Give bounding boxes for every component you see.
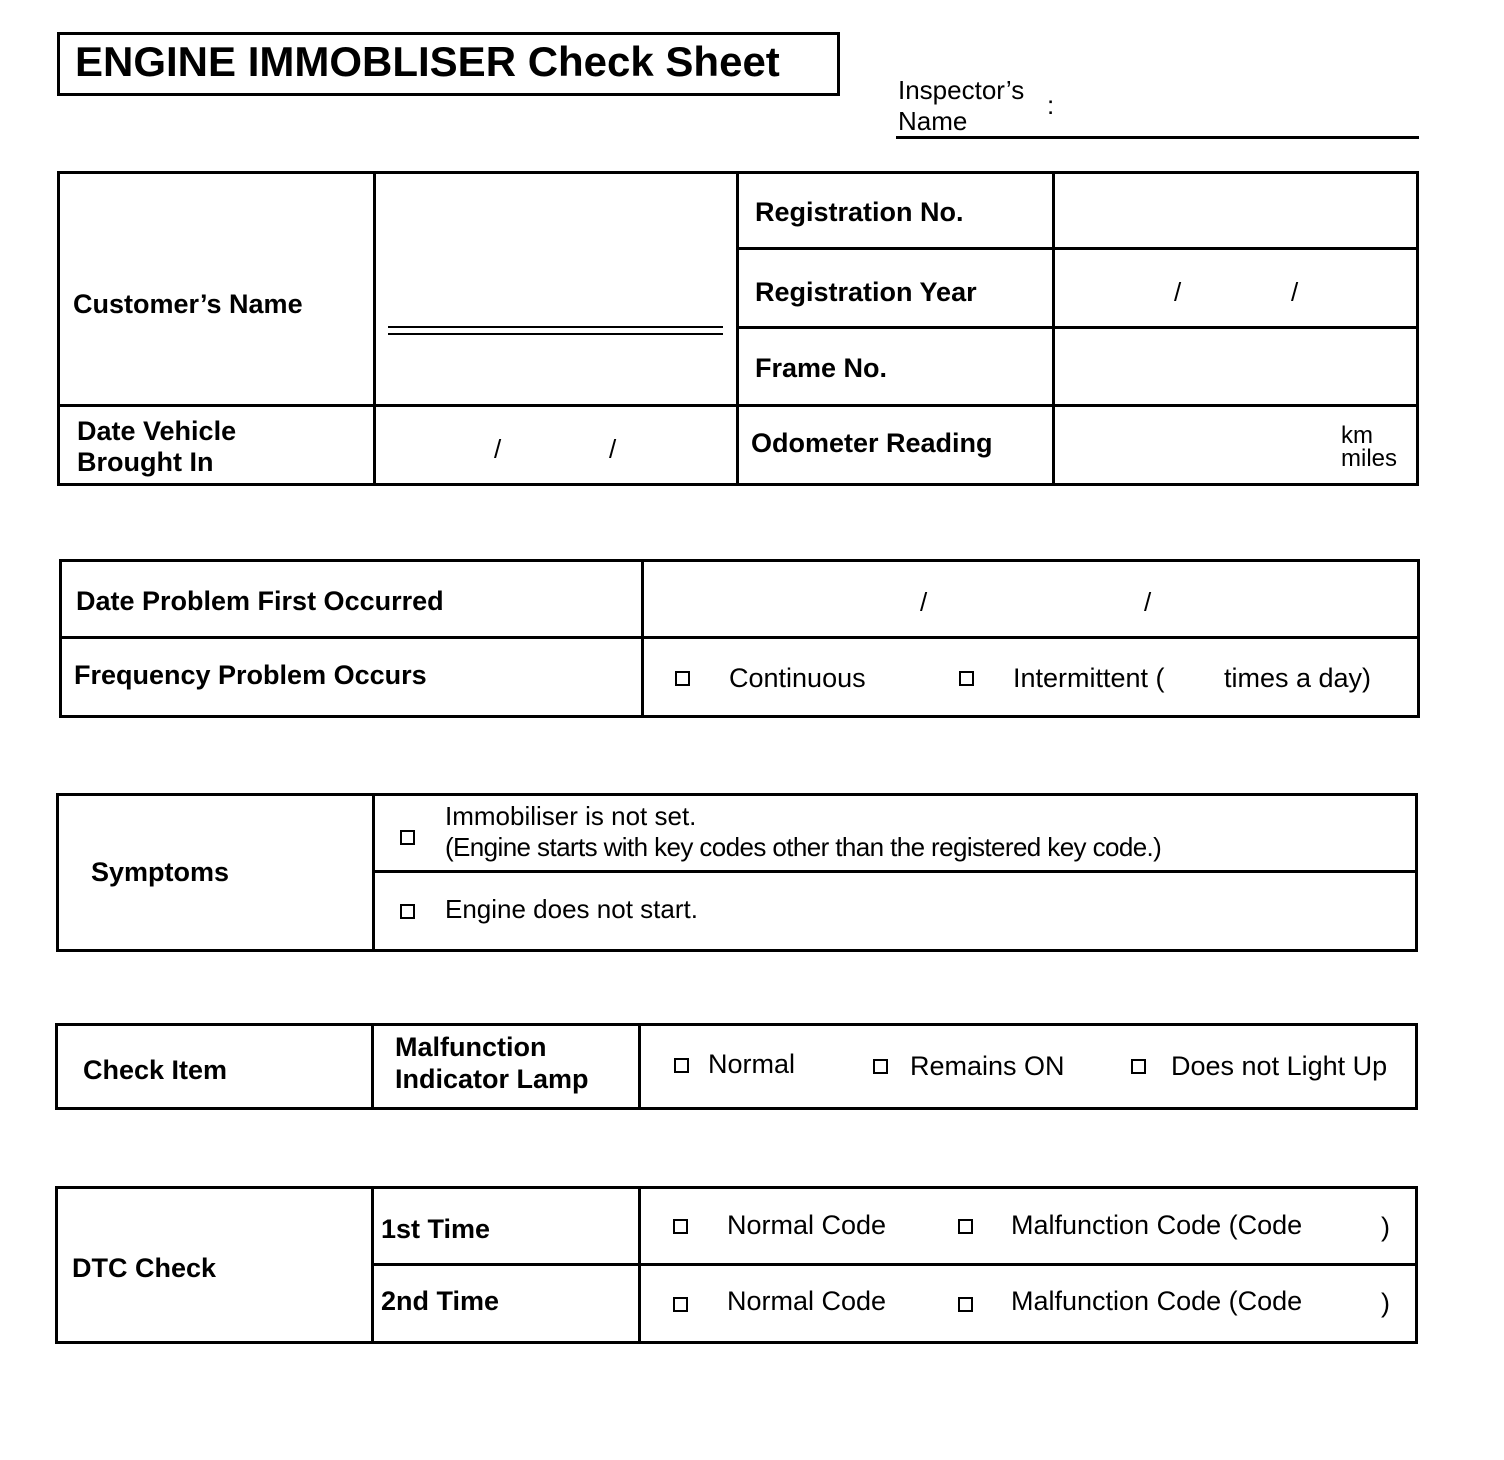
registration-year-separator-1: / <box>1174 277 1182 307</box>
date-problem-separator-2: / <box>1144 587 1152 617</box>
inspector-name-field[interactable] <box>896 136 1419 139</box>
date-vehicle-label-line1: Date Vehicle <box>77 416 237 446</box>
dtc-second-time-label: 2nd Time <box>381 1286 500 1316</box>
frequency-label: Frequency Problem Occurs <box>74 660 427 690</box>
dtc-first-time-label: 1st Time <box>381 1214 491 1244</box>
dtc-second-normal-label: Normal Code <box>727 1286 887 1316</box>
odometer-unit-km: km <box>1341 422 1373 449</box>
customer-name-line-1[interactable] <box>388 326 723 328</box>
mil-normal-label: Normal <box>708 1049 796 1079</box>
dtc-first-normal-label: Normal Code <box>727 1210 887 1240</box>
dtc-second-close-paren: ) <box>1381 1288 1390 1318</box>
engine-not-start-label: Engine does not start. <box>445 894 698 924</box>
mil-label-line2: Indicator Lamp <box>395 1064 589 1094</box>
continuous-checkbox[interactable] <box>675 671 690 686</box>
odometer-label: Odometer Reading <box>751 428 993 458</box>
dtc-first-normal-checkbox[interactable] <box>673 1219 688 1234</box>
mil-no-light-checkbox[interactable] <box>1131 1059 1146 1074</box>
dtc-first-malfunction-label: Malfunction Code (Code <box>1011 1210 1303 1240</box>
immobiliser-not-set-checkbox[interactable] <box>400 830 415 845</box>
customer-name-label: Customer’s Name <box>73 289 303 319</box>
continuous-label: Continuous <box>729 663 866 693</box>
engine-not-start-checkbox[interactable] <box>400 904 415 919</box>
dtc-second-malfunction-checkbox[interactable] <box>958 1297 973 1312</box>
registration-year-separator-2: / <box>1291 277 1299 307</box>
date-problem-separator-1: / <box>920 587 928 617</box>
immobiliser-not-set-label-line2: (Engine starts with key codes other than the registered key code.) <box>445 832 1162 862</box>
intermittent-label: Intermittent ( <box>1013 663 1165 693</box>
times-a-day-label: times a day) <box>1224 663 1372 693</box>
immobiliser-not-set-label-line1: Immobiliser is not set. <box>445 801 697 831</box>
mil-no-light-label: Does not Light Up <box>1171 1051 1388 1081</box>
symptoms-label: Symptoms <box>91 857 230 887</box>
dtc-check-label: DTC Check <box>72 1253 217 1283</box>
inspector-label-line1: Inspector’s <box>898 75 1025 105</box>
dtc-first-malfunction-checkbox[interactable] <box>958 1219 973 1234</box>
page-title: ENGINE IMMOBLISER Check Sheet <box>75 38 780 85</box>
mil-remains-on-checkbox[interactable] <box>873 1059 888 1074</box>
date-vehicle-separator-1: / <box>494 434 502 464</box>
check-item-label: Check Item <box>83 1055 228 1085</box>
mil-normal-checkbox[interactable] <box>674 1058 689 1073</box>
inspector-label-line2: Name <box>898 106 968 136</box>
odometer-unit-miles: miles <box>1341 445 1398 472</box>
intermittent-checkbox[interactable] <box>959 671 974 686</box>
mil-label-line1: Malfunction <box>395 1032 547 1062</box>
registration-no-label: Registration No. <box>755 197 964 227</box>
registration-year-label: Registration Year <box>755 277 977 307</box>
dtc-second-malfunction-label: Malfunction Code (Code <box>1011 1286 1303 1316</box>
frame-no-label: Frame No. <box>755 353 888 383</box>
inspector-colon: : <box>1047 90 1055 120</box>
date-problem-first-label: Date Problem First Occurred <box>76 586 444 616</box>
dtc-second-normal-checkbox[interactable] <box>673 1297 688 1312</box>
mil-remains-on-label: Remains ON <box>910 1051 1065 1081</box>
date-vehicle-label-line2: Brought In <box>77 447 214 477</box>
dtc-first-close-paren: ) <box>1381 1212 1390 1242</box>
date-vehicle-separator-2: / <box>609 434 617 464</box>
customer-name-line-2 <box>388 333 723 335</box>
